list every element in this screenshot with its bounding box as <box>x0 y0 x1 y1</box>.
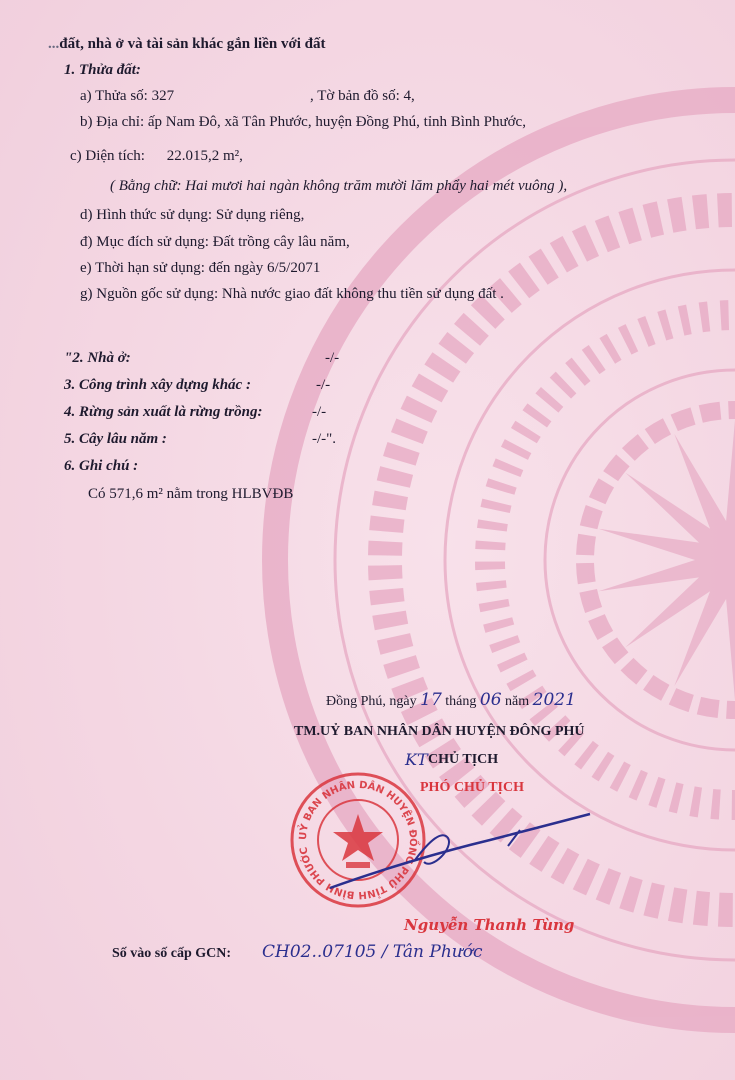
handwritten-signature <box>320 800 600 900</box>
sign-organization: TM.UỶ BAN NHÂN DÂN HUYỆN ĐÔNG PHÚ <box>294 724 585 739</box>
parcel-number: a) Thửa số: 327 <box>80 88 175 104</box>
area-words: ( Bằng chữ: Hai mươi hai ngàn không trăm mười lăm phẩy hai mét vuông ), <box>110 178 568 194</box>
item-house-label: "2. Nhà ở: <box>64 350 131 366</box>
sign-date: Đồng Phú, ngày 17 tháng 06 năm 2021 <box>326 690 576 710</box>
use-term: e) Thời hạn sử dụng: đến ngày 6/5/2071 <box>80 260 321 276</box>
item-perennial-value: -/-". <box>312 431 337 447</box>
item-house-value: -/- <box>325 350 340 366</box>
kt-mark: KT <box>405 750 428 769</box>
notes-text: Có 571,6 m² nằm trong HLBVĐB <box>88 486 294 502</box>
date-year: 2021 <box>532 690 576 710</box>
use-form: d) Hình thức sử dụng: Sử dụng riêng, <box>80 207 305 223</box>
date-day: 17 <box>420 690 442 710</box>
item-perennial-label: 5. Cây lâu năm : <box>64 431 167 447</box>
use-purpose: đ) Mục đích sử dụng: Đất trồng cây lâu năm, <box>80 234 350 250</box>
header-title: ...đất, nhà ở và tài sản khác gắn liền với đất <box>48 36 326 52</box>
address: b) Địa chỉ: ấp Nam Đô, xã Tân Phước, huyện Đồng Phú, tỉnh Bình Phước, <box>80 114 526 130</box>
area: c) Diện tích: 22.015,2 m², <box>70 148 243 164</box>
gcn-register-number: CH02..07105 / Tân Phước <box>262 942 483 962</box>
sign-role-chairman: CHỦ TỊCH <box>428 752 499 767</box>
use-origin: g) Nguồn gốc sử dụng: Nhà nước giao đất không thu tiền sử dụng đất . <box>80 286 504 302</box>
land-heading: 1. Thửa đất: <box>64 62 141 78</box>
date-month: 06 <box>479 690 502 710</box>
gcn-register-label: Số vào số cấp GCN: <box>112 946 232 961</box>
signer-name: Nguyễn Thanh Tùng <box>404 916 575 934</box>
map-sheet: , Tờ bản đồ số: 4, <box>310 88 415 104</box>
item-construction-value: -/- <box>316 377 331 393</box>
sign-role-vice-chairman: PHÓ CHỦ TỊCH <box>420 780 524 795</box>
seal-text: UỶ BAN NHÂN DÂN HUYỆN ĐỒNG PHÚ TỈNH BÌNH PHƯỚC <box>297 779 419 901</box>
item-construction-label: 3. Công trình xây dựng khác : <box>64 377 251 393</box>
item-notes-label: 6. Ghi chú : <box>64 458 139 474</box>
item-forest-label: 4. Rừng sản xuất là rừng trồng: <box>64 404 263 420</box>
item-forest-value: -/- <box>312 404 327 420</box>
